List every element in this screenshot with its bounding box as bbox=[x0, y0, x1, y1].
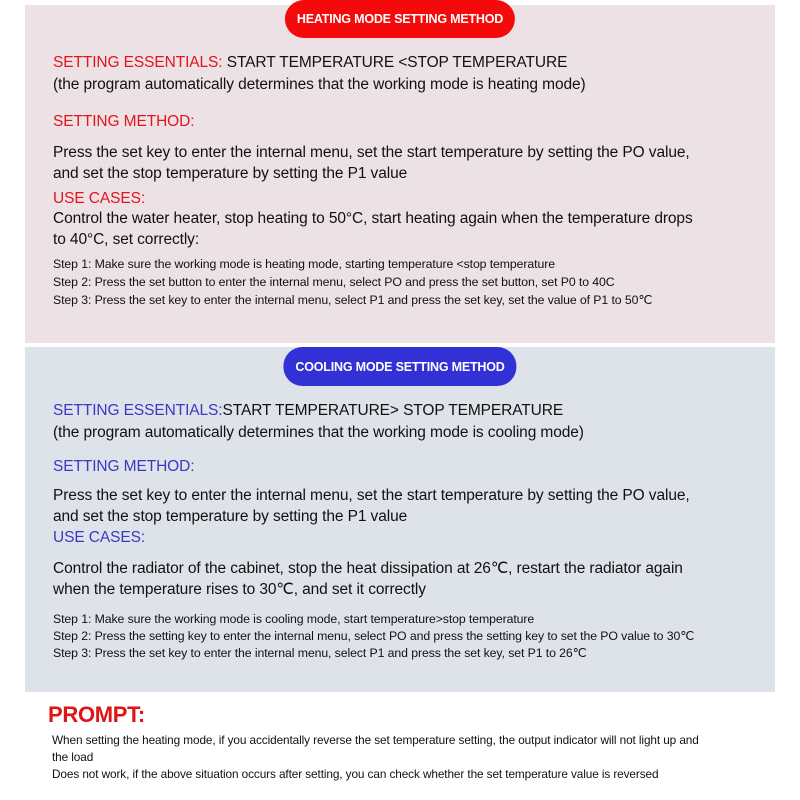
prompt-line: the load bbox=[52, 750, 94, 764]
heating-essentials-value: START TEMPERATURE <STOP TEMPERATURE bbox=[226, 54, 568, 71]
cooling-essentials-label: SETTING ESSENTIALS: bbox=[53, 402, 223, 419]
prompt-line: Does not work, if the above situation occurs after setting, you can check whether the set temperature value is reversed bbox=[52, 767, 659, 781]
cooling-method-line: Press the set key to enter the internal menu, set the start temperature by setting the PO value, bbox=[53, 487, 690, 504]
heating-use-case-line: to 40°C, set correctly: bbox=[53, 231, 200, 248]
heating-method-line: Press the set key to enter the internal menu, set the start temperature by setting the PO value, bbox=[53, 144, 690, 161]
heating-use-cases-label: USE CASES: bbox=[53, 190, 146, 207]
cooling-essentials bbox=[53, 402, 563, 420]
heating-method-label: SETTING METHOD: bbox=[53, 113, 195, 130]
heating-essentials-note: (the program automatically determines that the working mode is heating mode) bbox=[53, 76, 586, 93]
cooling-use-cases-label: USE CASES: bbox=[53, 529, 146, 546]
heating-mode-title-badge: HEATING MODE SETTING METHOD bbox=[285, 0, 515, 38]
heating-essentials bbox=[53, 54, 567, 72]
cooling-mode-title-badge: COOLING MODE SETTING METHOD bbox=[283, 347, 516, 386]
cooling-use-case-line: when the temperature rises to 30℃, and set it correctly bbox=[53, 581, 426, 598]
heating-step-1: Step 1: Make sure the working mode is heating mode, starting temperature <stop temperature bbox=[53, 257, 555, 271]
cooling-method-line: and set the stop temperature by setting the P1 value bbox=[53, 508, 408, 525]
prompt-heading: PROMPT: bbox=[48, 702, 145, 727]
cooling-use-case-line: Control the radiator of the cabinet, stop the heat dissipation at 26℃, restart the radiator again bbox=[53, 560, 683, 577]
heating-use-case-line: Control the water heater, stop heating to 50°C, start heating again when the temperature drops bbox=[53, 210, 693, 227]
heating-mode-panel bbox=[25, 5, 775, 343]
cooling-essentials-value: START TEMPERATURE> STOP TEMPERATURE bbox=[222, 402, 564, 419]
heating-essentials-label: SETTING ESSENTIALS: bbox=[53, 54, 227, 71]
heating-step-2: Step 2: Press the set button to enter the internal menu, select PO and press the set button, set P0 to 40C bbox=[53, 275, 615, 289]
cooling-method-label: SETTING METHOD: bbox=[53, 458, 195, 475]
cooling-step-2: Step 2: Press the setting key to enter the internal menu, select PO and press the setting key to set the PO value to 30℃ bbox=[53, 629, 694, 643]
cooling-step-1: Step 1: Make sure the working mode is cooling mode, start temperature>stop temperature bbox=[53, 612, 535, 626]
heating-step-3: Step 3: Press the set key to enter the internal menu, select P1 and press the set key, set the value of P1 to 50℃ bbox=[53, 293, 653, 307]
heating-method-line: and set the stop temperature by setting the P1 value bbox=[53, 165, 408, 182]
cooling-step-3: Step 3: Press the set key to enter the internal menu, select P1 and press the set key, set P1 to 26℃ bbox=[53, 646, 587, 660]
cooling-essentials-note: (the program automatically determines that the working mode is cooling mode) bbox=[53, 424, 584, 441]
cooling-mode-panel bbox=[25, 347, 775, 692]
prompt-line: When setting the heating mode, if you accidentally reverse the set temperature setting, the output indicator will not light up and bbox=[52, 733, 699, 747]
